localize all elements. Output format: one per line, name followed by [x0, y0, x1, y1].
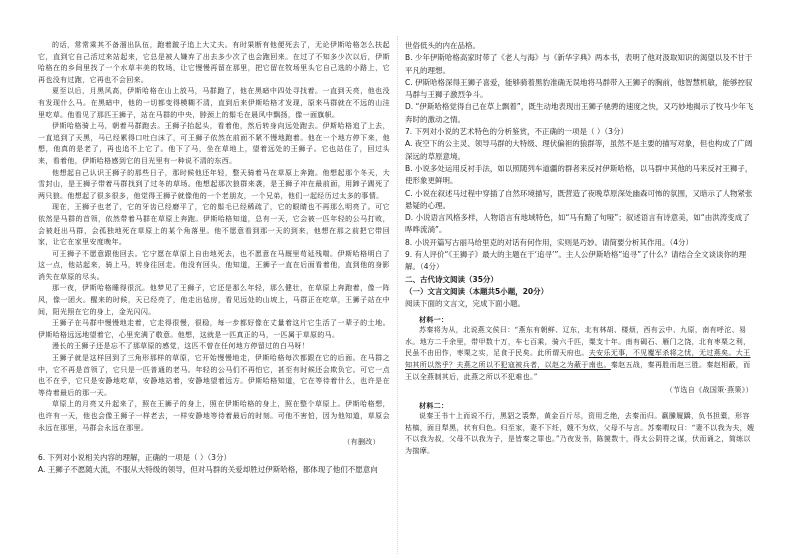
- question-line: C. 伊斯哈格深得王狮子喜爱，能够骑着黑豹准确无误地将马群带入王狮子的胸前，他智慧机敏，能够控驭马群与王狮子激烈争斗。: [405, 77, 753, 100]
- story-paragraph: 漫长的王狮子还是忘不了那草原的感觉，这匹不曾在任何地方停留过的白马呀！: [52, 342, 310, 351]
- right-column: [405, 40, 757, 555]
- question-line: 6. 下列对小说相关内容的理解，正确的一项是（ ）（3分）: [38, 452, 231, 462]
- question-line: 7. 下列对小说的艺术特色的分析鉴赏，不正确的一项是（ ）（3分）: [405, 127, 628, 137]
- question-line: D. 小说语言风格多样，人物语言有地域特色，如“马有黯了句哑”；叙述语言有诗意美，如“由洪涛变成了哗哗流淌”。: [405, 213, 750, 235]
- story-paragraph: 的话，常常乘其不备溜出队伍，跑着跛子追上大丈夫。有时果断有他便死去了，无论伊斯哈格怎么扶起它，直到它自己活过来站起来，它总是被人嫌弃了出去多少次了也会跑回来。在过了不知多少次以后，伊斯哈格在的乡间里找了一个水草丰美的牧场，让它慢慢再留在那里，把它留在牧场里头它自己选的小路上，它再也没有过跑，它再也不会回来。: [38, 41, 390, 84]
- story-paragraph: 可王狮子不愿意跟他回去。它宁愿在草原上自由地死去，也不愿意在马厩里苟延残喘。伊斯哈格明白了这一点，他站起来，骑上马，转身往回走。他没有回头，他知道，王狮子一直在后面看着他，直到他的身影消失在草原的尽头。: [38, 249, 390, 281]
- story-paragraph: 现在，王狮子也老了，它的牙齿已经磨平了，它的鬃毛已经稀疏了，它的眼睛也不再那么明亮了。可它依然是马群的首领，依然带着马群在草原上奔跑。伊斯哈格知道，总有一天，它会被一匹年轻的公马打败，会被赶出马群，会孤独地死在草原上的某个角落里。他不愿意看到那一天的到来，他想在那之前把它带回家，让它在家里安度晚年。: [38, 203, 390, 247]
- left-column: [38, 40, 390, 555]
- question-line: A. 夜空下的公主灵、领导马群的大特级、理伏偏袒的狼群等，虽然不是主要的描写对象，但也构成了广阔深远的草原意境。: [405, 139, 753, 161]
- classical-passage: [405, 314, 757, 458]
- story-paragraph: 草原上的月亮又升起来了，照在王狮子的身上，照在伊斯哈格的身上，照在整个草原上。伊斯哈格想，也许有一天，他也会像王狮子一样老去，一样安静地等待着最后的时刻。可他不害怕，因为他知道，草原会永远在那里，马群会永远在那里。: [38, 400, 390, 432]
- column-divider: [397, 36, 398, 554]
- question-line: 9. 有人评价“《王狮子》最大的主题在于‘追寻’”。主人公伊斯哈格“追寻”了什么？请结合全文谈谈你的理解。（4分）: [405, 250, 747, 272]
- story-source: （有删改）: [343, 438, 380, 447]
- story-paragraph: 他想起自己认识王狮子的那些日子，那时候他还年轻，整天骑着马在草原上奔跑。他想起那个冬天，大雪封山，是王狮子带着马群找到了过冬的草场。他想起那次狼群来袭，是王狮子冲在最前面，用蹄子踢死了两只狼。他想起了很多很多，他觉得王狮子就像他的一个老朋友，一个兄弟，他们一起经历过太多的事情。: [38, 168, 390, 200]
- question-line: B. 小说多处运用反衬手法，如以照随列车道疆的群者来反衬伊斯哈格，以马群中其他的马来反衬王狮子，使形象更鲜明。: [405, 163, 753, 186]
- material-2-text: 说秦王书十上而说不行，黑貂之裘弊，黄金百斤尽，资用乏绝，去秦而归。羸縢履蹻，负书担橐，形容枯槁，面目犁黑，状有归色。归至家，妻不下纴，嫂不为炊，父母不与言。苏秦喟叹曰：“妻不以我为夫，嫂不以我为叔，父母不以我为子，是皆秦之罪也。”乃夜发书，陈箧数十，得太公阴符之谋，伏而诵之，简练以为揣摩。: [405, 412, 755, 456]
- story-text: [38, 40, 390, 449]
- story-paragraph: 王狮子就是这样回到了三角形那样的草原，它开始慢慢地走，伊斯哈格每次都跟在它的后面。在马群之中，它不再是首领了，它只是一匹普通的老马。年轻的公马们不再怕它，甚至有时候还会欺负它。可它一点也不在乎，它只是安静地吃草，安静地站着，安静地望着远方。伊斯哈格知道，它在等待着什么，也许是在等待着最后的那一天。: [38, 354, 390, 397]
- question-line: 8. 小说开篇写古丽马给里克的对话有何作用，实则是巧妙。请简要分析其作用。（4分）: [405, 237, 694, 247]
- section-heading: 二、古代诗文阅读（35分）: [405, 274, 498, 284]
- subsection-heading: （一）文言文阅读（本题共5小题，20分）: [405, 286, 549, 296]
- material-1-text: [405, 325, 757, 383]
- question-line: C. 小说在叙述马过程中穿插了自然环境描写，既营造了夜晚草原深处幽森可怖的氛围，又暗示了人物紧张悬疑的心理。: [405, 188, 753, 210]
- questions-right: [405, 40, 757, 311]
- story-paragraph: 那一夜，伊斯哈格睡得很沉。他梦见了王狮子，它还是那么年轻，那么健壮，在草原上奔跑着，像一阵风，像一团火。醒来的时候，天已经亮了，他走出毡房，看见远处的山坡上，马群正在吃草，王狮子站在中间，阳光照在它的身上，金光闪闪。: [38, 284, 390, 316]
- material-1-heading: 材料一：: [419, 314, 449, 324]
- material-1-source: （节选自《战国策·燕策》）: [665, 386, 753, 395]
- material-1-underlined: 夫安乐无事，不见覆军杀将之忧，无过燕矣。大王知其所以然乎？夫燕之所以不犯寇被兵者，以赵之为蔽于南也。: [405, 349, 751, 369]
- story-paragraph: 伊斯哈格骑上马，朝着马群跑去。王狮子抬起头，看着他，然后转身向远处跑去。伊斯哈格追了上去，一直追到了天黑，马已经累得口吐白沫了，可王狮子依然在前面不紧不慢地跑着。他在一个地方停下来，他想，他真的是老了，再也追不上它了。他下了马，坐在草地上，望着远处的王狮子。它也站住了，回过头来，看着他，伊斯哈格感到它的目光里有一种说不清的东西。: [38, 122, 390, 165]
- question-line: 世俗低头的内在品格。: [405, 41, 480, 50]
- question-line: B. 少年伊斯哈格高家时带了《老人与海》与《新华字典》两本书，表明了他对汲取知识的渴望以及不甘于平凡的理想。: [405, 53, 753, 75]
- material-1-lead: 苏秦将为从，北说燕文侯曰：“燕东有朝鲜、辽东，北有林胡、楼烦，西有云中、九原，南有呼沱、易水。地方二千余里，带甲数十万，车七百乘，骑六千匹，粟支十年。南有碣石、雁门之饶，北有枣栗之利，民虽不由田作，枣栗之实，足食于民矣。此所谓天府也。: [405, 326, 751, 358]
- question-line: D. “伊斯哈格觉得自己在草上飘着”，既生动地表现出王狮子驰骋的速度之快，又巧妙地揭示了牧马少年飞奔时的激动之情。: [405, 102, 754, 124]
- story-paragraph: 王狮子在马群中慢慢地走着，它走得很慢，很稳，每一步都好像在丈量着这片它生活了一辈子的土地。伊斯哈格远远地望着它，心里充满了敬意。他想，这就是一匹真正的马，一匹属于草原的马。: [38, 319, 390, 339]
- question-line: A. 王狮子不愿随大流，不服从大特级的领导，但对马群的关爱却胜过伊斯哈格，都体现了他们不愿意向: [38, 465, 378, 475]
- material-1-tail: 秦赵五战，秦再胜而赵三胜。秦赵相蔽，而王以全燕制其后，此燕之所以不犯难也。”: [405, 360, 751, 381]
- story-paragraph: 夏至以后，月黑风高，伊斯哈格在山上放马，马群跑了，他在黑暗中四处寻找着。一直到天亮，他也没有发现什么马。在黑暗中，他的一切都变得模糊不清，直到后来伊斯哈格才发现，原来马群就在不远的山洼里吃草。他看见了那匹王狮子，站在马群的中央，脖颈上的鬃毛在晨风中飘扬，像一面旗帜。: [38, 87, 390, 119]
- questions-left: [38, 452, 390, 477]
- material-2-heading: 材料二：: [419, 400, 449, 410]
- instruction-line: 阅读下面的文言文，完成下面小题。: [405, 299, 525, 309]
